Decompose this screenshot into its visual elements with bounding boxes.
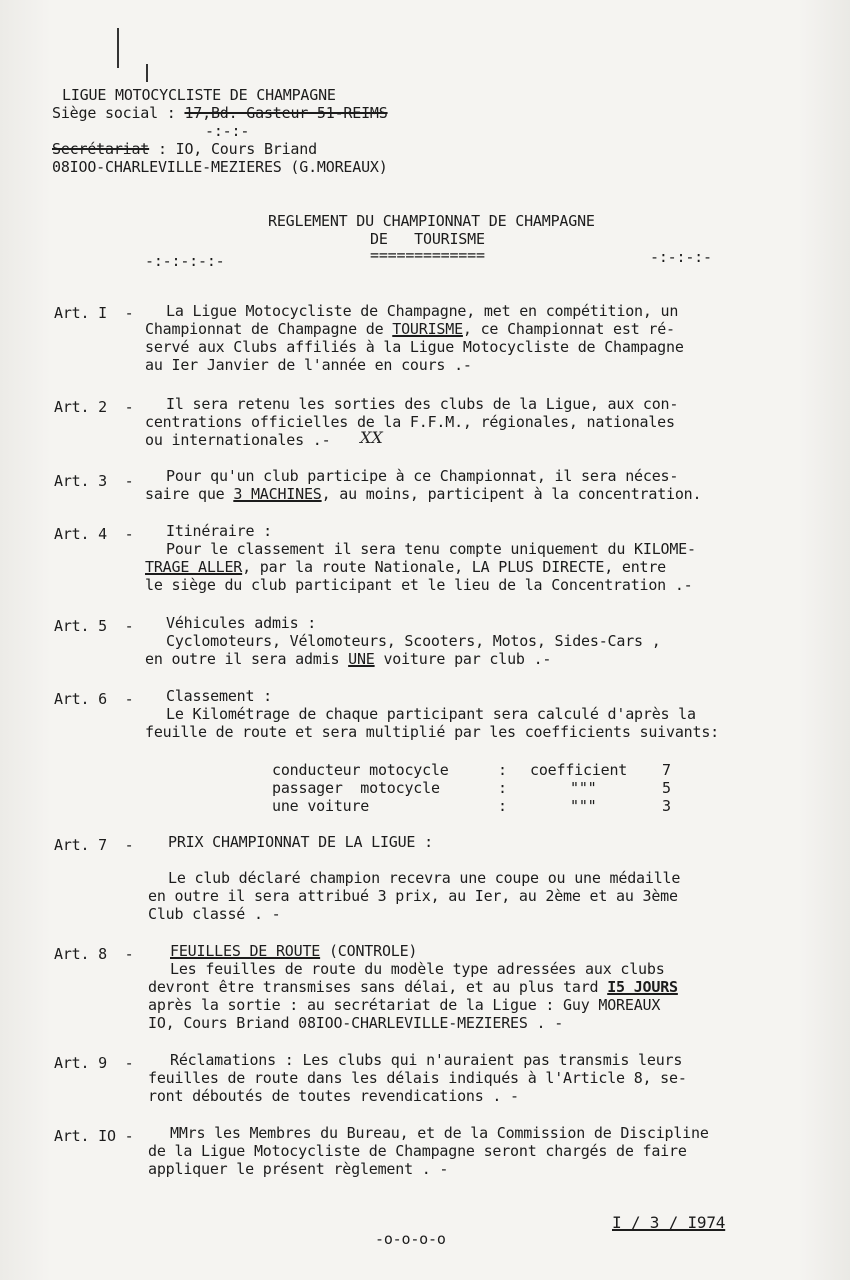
article-3-text: saire que 3 MACHINES, au moins, participent à la concentration. <box>145 485 702 503</box>
article-2-text: centrations officielles de la F.F.M., régionales, nationales <box>145 413 675 431</box>
article-10-text: MMrs les Membres du Bureau, et de la Commission de Discipline <box>170 1124 709 1142</box>
article-1-text: au Ier Janvier de l'année en cours .- <box>145 356 472 374</box>
article-1-label: Art. I - <box>54 304 134 322</box>
coef-row-value: 3 <box>662 797 671 815</box>
feuilles-underlined: FEUILLES DE ROUTE <box>170 942 321 960</box>
doc-title-line2: DE TOURISME <box>370 230 485 248</box>
siege-social <box>52 104 388 122</box>
header-city: 08IOO-CHARLEVILLE-MEZIERES (G.MOREAUX) <box>52 158 388 176</box>
title-deco-left: -:-:-:-:- <box>145 252 225 270</box>
article-1-text: servé aux Clubs affiliés à la Ligue Motocycliste de Champagne <box>145 338 684 356</box>
article-1-text: La Ligue Motocycliste de Champagne, met en compétition, un <box>166 302 679 320</box>
coef-row-who: une voiture <box>272 797 370 815</box>
article-6-text: feuille de route et sera multiplié par les coefficients suivants: <box>145 723 719 741</box>
article-4-heading: Itinéraire : <box>166 522 272 540</box>
article-9-label: Art. 9 - <box>54 1054 134 1072</box>
coef-row-sep: : <box>498 761 507 779</box>
article-9-text: ront déboutés de toutes revendications . - <box>148 1087 519 1105</box>
document-date: I / 3 / I974 <box>612 1213 726 1232</box>
article-4-text: Pour le classement il sera tenu compte uniquement du KILOME- <box>166 540 696 558</box>
article-7-text: Club classé . - <box>148 905 281 923</box>
footer-deco: -o-o-o-o <box>375 1230 446 1248</box>
coef-row-coef: """ <box>570 797 597 815</box>
article-9-text: Réclamations : Les clubs qui n'auraient pas transmis leurs <box>170 1051 683 1069</box>
article-7-label: Art. 7 - <box>54 836 134 854</box>
article-5-text: Cyclomoteurs, Vélomoteurs, Scooters, Motos, Sides-Cars , <box>166 632 661 650</box>
org-name: LIGUE MOTOCYCLISTE DE CHAMPAGNE <box>62 86 336 104</box>
coef-row-value: 5 <box>662 779 671 797</box>
title-deco-right: -:-:-:- <box>650 248 712 266</box>
article-2-text: Il sera retenu les sorties des clubs de la Ligue, aux con- <box>166 395 679 413</box>
article-2-label: Art. 2 - <box>54 398 134 416</box>
secretariat-struck: Secrétariat <box>52 140 150 158</box>
article-10-text: appliquer le présent règlement . - <box>148 1160 449 1178</box>
kilometrage-underlined: TRAGE ALLER <box>145 558 243 576</box>
article-3-label: Art. 3 - <box>54 472 134 490</box>
pen-mark <box>146 64 148 82</box>
article-10-text: de la Ligue Motocycliste de Champagne seront chargés de faire <box>148 1142 687 1160</box>
doc-title-line1: REGLEMENT DU CHAMPIONNAT DE CHAMPAGNE <box>268 212 595 230</box>
jours-underlined: I5 JOURS <box>607 978 678 996</box>
article-8-text: après la sortie : au secrétariat de la Ligue : Guy MOREAUX <box>148 996 661 1014</box>
article-7-text: Le club déclaré champion recevra une coupe ou une médaille <box>168 869 681 887</box>
pen-mark <box>117 28 119 68</box>
article-6-text: Le Kilométrage de chaque participant sera calculé d'après la <box>166 705 696 723</box>
article-4-label: Art. 4 - <box>54 525 134 543</box>
article-8-label: Art. 8 - <box>54 945 134 963</box>
article-8-text: devront être transmises sans délai, et au plus tard I5 JOURS <box>148 978 678 996</box>
article-8-heading: FEUILLES DE ROUTE (CONTROLE) <box>170 942 418 960</box>
doc-title-underline: ============= <box>370 246 485 264</box>
coef-row-sep: : <box>498 779 507 797</box>
article-6-label: Art. 6 - <box>54 690 134 708</box>
coef-row-who: conducteur motocycle <box>272 761 449 779</box>
coef-row-coef: """ <box>570 779 597 797</box>
article-5-text: en outre il sera admis UNE voiture par club .- <box>145 650 552 668</box>
article-8-text: Les feuilles de route du modèle type adressées aux clubs <box>170 960 665 978</box>
coef-row-sep: : <box>498 797 507 815</box>
article-7-heading: PRIX CHAMPIONNAT DE LA LIGUE : <box>168 833 433 851</box>
article-2-text: ou internationales .- <box>145 431 331 449</box>
article-3-text: Pour qu'un club participe à ce Championnat, il sera néces- <box>166 467 679 485</box>
coef-row-value: 7 <box>662 761 671 779</box>
header-separator: -:-:- <box>205 122 250 140</box>
article-7-text: en outre il sera attribué 3 prix, au Ier, au 2ème et au 3ème <box>148 887 678 905</box>
article-4-text: le siège du club participant et le lieu de la Concentration .- <box>145 576 693 594</box>
siege-label: Siège social : <box>52 104 185 122</box>
article-1-text: Championnat de Champagne de TOURISME, ce Championnat est ré- <box>145 320 675 338</box>
article-5-label: Art. 5 - <box>54 617 134 635</box>
article-6-heading: Classement : <box>166 687 272 705</box>
article-8-text: IO, Cours Briand 08IOO-CHARLEVILLE-MEZIERES . - <box>148 1014 564 1032</box>
handwritten-mark: XX <box>360 428 383 447</box>
coef-row-who: passager motocycle <box>272 779 440 797</box>
secretariat <box>52 140 317 158</box>
machines-underlined: 3 MACHINES <box>233 485 322 503</box>
secretariat-address: : IO, Cours Briand <box>149 140 317 158</box>
tourisme-underlined: TOURISME <box>392 320 463 338</box>
une-underlined: UNE <box>348 650 375 668</box>
article-4-text: TRAGE ALLER, par la route Nationale, LA PLUS DIRECTE, entre <box>145 558 667 576</box>
siege-struck: 17,Bd. Gasteur 51-REIMS <box>184 104 388 122</box>
article-9-text: feuilles de route dans les délais indiqués à l'Article 8, se- <box>148 1069 687 1087</box>
article-5-heading: Véhicules admis : <box>166 614 317 632</box>
article-10-label: Art. IO - <box>54 1127 134 1145</box>
coef-row-coef: coefficient <box>530 761 628 779</box>
